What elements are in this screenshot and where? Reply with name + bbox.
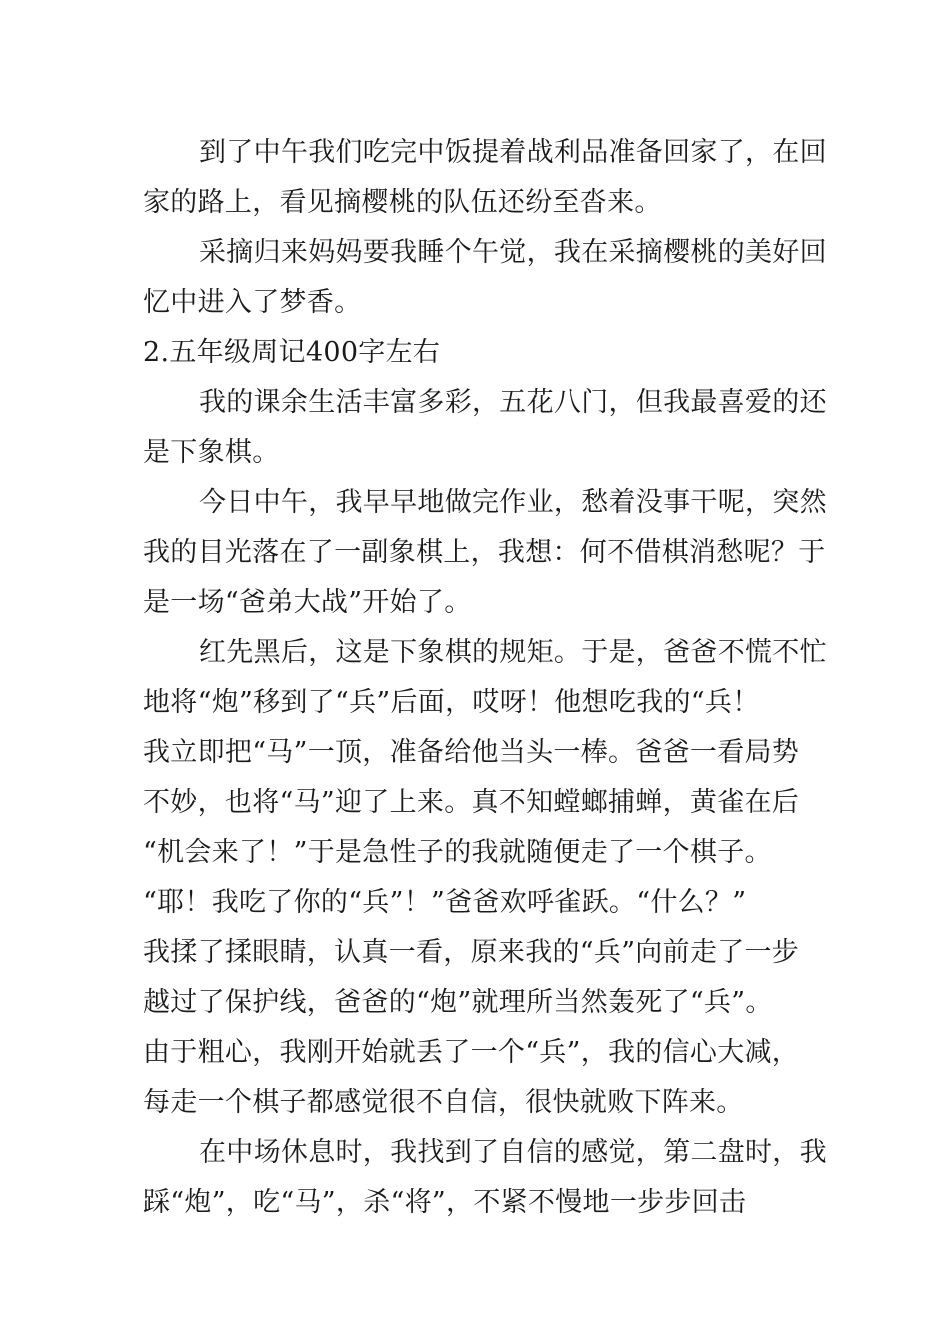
paragraph-line: 家的路上，看见摘樱桃的队伍还纷至沓来。: [143, 187, 662, 218]
paragraph-line: 踩“炮”，吃“马”，杀“将”，不紧不慢地一步步回击: [143, 1187, 747, 1218]
paragraph-line: 采摘归来妈妈要我睡个午觉，我在采摘樱桃的美好回: [199, 237, 827, 268]
paragraph-line: 红先黑后，这是下象棋的规矩。于是，爸爸不慌不忙: [199, 637, 827, 668]
section-heading: 2.五年级周记400字左右: [143, 337, 441, 368]
paragraph-line: 地将“炮”移到了“兵”后面，哎呀！他想吃我的“兵！: [143, 687, 760, 718]
paragraph-line: 由于粗心，我刚开始就丢了一个“兵”，我的信心大减，: [143, 1037, 800, 1068]
paragraph-line: 我揉了揉眼睛，认真一看，原来我的“兵”向前走了一步: [143, 937, 800, 968]
paragraph-line: 我的课余生活丰富多彩，五花八门，但我最喜爱的还: [199, 387, 827, 418]
paragraph-line: 是下象棋。: [143, 437, 280, 468]
paragraph-line: “耶！我吃了你的“兵”！”爸爸欢呼雀跃。“什么？”: [143, 887, 747, 918]
paragraph-line: 每走一个棋子都感觉很不自信，很快就败下阵来。: [143, 1087, 744, 1118]
paragraph-line: 在中场休息时，我找到了自信的感觉，第二盘时，我: [199, 1137, 827, 1168]
paragraph-line: “机会来了！”于是急性子的我就随便走了一个棋子。: [143, 837, 772, 868]
paragraph-line: 不妙，也将“马”迎了上来。真不知螳螂捕蝉，黄雀在后: [143, 787, 800, 818]
document-body: [143, 128, 827, 1228]
paragraph-line: 今日中午，我早早地做完作业，愁着没事干呢，突然: [199, 487, 827, 518]
paragraph-line: 到了中午我们吃完中饭提着战利品准备回家了，在回: [199, 137, 827, 168]
paragraph-line: 忆中进入了梦香。: [143, 287, 362, 318]
paragraph-line: 是一场“爸弟大战”开始了。: [143, 587, 472, 618]
paragraph-line: 越过了保护线，爸爸的“炮”就理所当然轰死了“兵”。: [143, 987, 773, 1018]
paragraph-line: 我的目光落在了一副象棋上，我想：何不借棋消愁呢？于: [143, 537, 826, 568]
paragraph-line: 我立即把“马”一顶，准备给他当头一棒。爸爸一看局势: [143, 737, 800, 768]
